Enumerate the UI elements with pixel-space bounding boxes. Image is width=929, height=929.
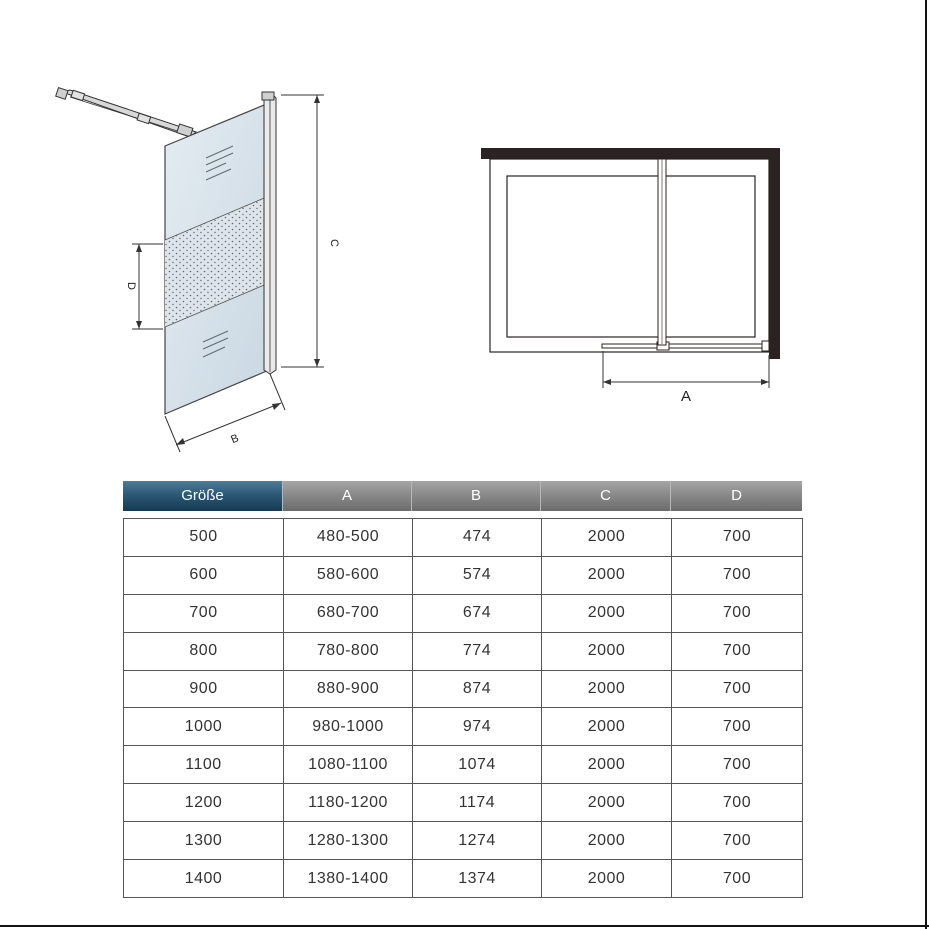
stabilizer-bar: [56, 88, 196, 137]
cell-groesse: 600: [124, 556, 284, 594]
label-c: C: [328, 239, 340, 247]
shower-tray: [490, 159, 769, 352]
cell-c: 2000: [542, 556, 672, 594]
dimension-c: [281, 95, 324, 367]
cell-b: 874: [413, 670, 542, 708]
cell-a: 480-500: [284, 519, 413, 557]
cell-d: 700: [672, 708, 803, 746]
header-groesse: Größe: [123, 481, 283, 511]
cell-b: 1374: [413, 860, 542, 898]
header-d: D: [671, 481, 802, 511]
size-table-header: [123, 481, 802, 511]
dimension-a: [603, 351, 769, 388]
cell-a: 580-600: [284, 556, 413, 594]
cell-groesse: 900: [124, 670, 284, 708]
cell-c: 2000: [542, 746, 672, 784]
table-row: [124, 784, 803, 822]
cell-groesse: 1300: [124, 822, 284, 860]
cell-b: 674: [413, 594, 542, 632]
cell-d: 700: [672, 860, 803, 898]
table-row: [124, 632, 803, 670]
cell-a: 1380-1400: [284, 860, 413, 898]
cell-c: 2000: [542, 670, 672, 708]
perspective-view: [56, 88, 340, 452]
cell-groesse: 1200: [124, 784, 284, 822]
top-view: [481, 148, 780, 405]
cell-d: 700: [672, 822, 803, 860]
table-row: [124, 670, 803, 708]
cell-a: 680-700: [284, 594, 413, 632]
cell-c: 2000: [542, 632, 672, 670]
cell-a: 880-900: [284, 670, 413, 708]
cell-b: 574: [413, 556, 542, 594]
cell-c: 2000: [542, 519, 672, 557]
table-row: [124, 556, 803, 594]
wall-profile: [262, 92, 276, 374]
cell-groesse: 1000: [124, 708, 284, 746]
glass-panel: [165, 103, 269, 414]
cell-c: 2000: [542, 822, 672, 860]
cell-a: 1280-1300: [284, 822, 413, 860]
cell-groesse: 1100: [124, 746, 284, 784]
cell-a: 980-1000: [284, 708, 413, 746]
cell-b: 1074: [413, 746, 542, 784]
cell-b: 1274: [413, 822, 542, 860]
cell-a: 1080-1100: [284, 746, 413, 784]
table-row: [124, 708, 803, 746]
table-row: [124, 594, 803, 632]
wall-outline: [481, 148, 780, 359]
header-c: C: [541, 481, 671, 511]
label-d: D: [125, 282, 137, 290]
cell-d: 700: [672, 632, 803, 670]
cell-a: 780-800: [284, 632, 413, 670]
stabilizer-bar-top: [658, 159, 666, 345]
table-row: [124, 822, 803, 860]
cell-c: 2000: [542, 594, 672, 632]
size-table: [123, 518, 803, 898]
header-a: A: [283, 481, 412, 511]
header-b: B: [412, 481, 541, 511]
cell-b: 1174: [413, 784, 542, 822]
table-row: [124, 519, 803, 557]
cell-groesse: 700: [124, 594, 284, 632]
cell-a: 1180-1200: [284, 784, 413, 822]
cell-c: 2000: [542, 708, 672, 746]
glass-panel-top: [602, 341, 769, 351]
cell-d: 700: [672, 556, 803, 594]
label-a: A: [680, 388, 692, 405]
cell-b: 774: [413, 632, 542, 670]
cell-groesse: 1400: [124, 860, 284, 898]
cell-d: 700: [672, 746, 803, 784]
cell-groesse: 800: [124, 632, 284, 670]
label-b: B: [229, 432, 241, 447]
table-row: [124, 746, 803, 784]
cell-groesse: 500: [124, 519, 284, 557]
cell-d: 700: [672, 670, 803, 708]
cell-d: 700: [672, 519, 803, 557]
cell-d: 700: [672, 594, 803, 632]
cell-c: 2000: [542, 860, 672, 898]
cell-c: 2000: [542, 784, 672, 822]
frame-bottom-border: [0, 925, 929, 927]
cell-b: 474: [413, 519, 542, 557]
table-row: [124, 860, 803, 898]
cell-d: 700: [672, 784, 803, 822]
cell-b: 974: [413, 708, 542, 746]
